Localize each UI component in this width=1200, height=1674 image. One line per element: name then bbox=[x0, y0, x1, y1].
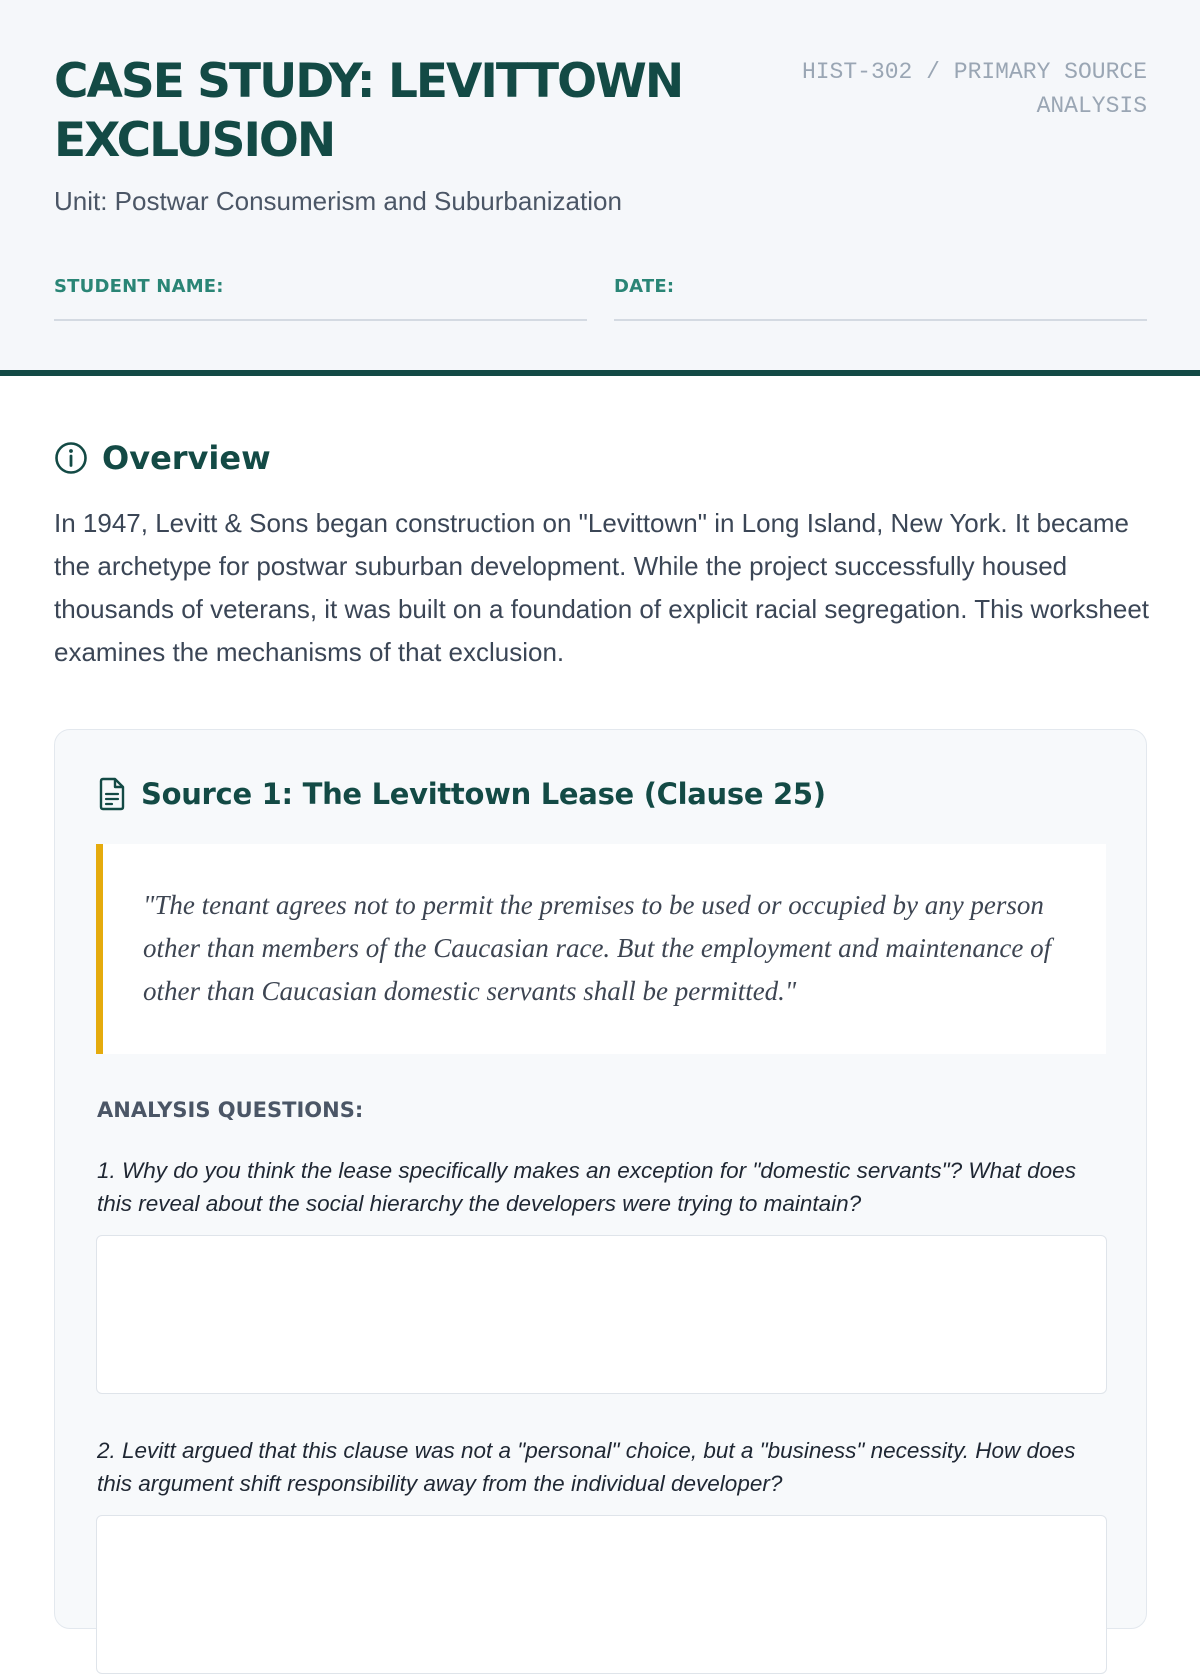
question-1: 1. Why do you think the lease specifically makes an exception for "domestic servants"? What does this reveal about the social hierarchy the developers were trying to maintain? bbox=[97, 1158, 1076, 1216]
answer-box-2[interactable] bbox=[96, 1515, 1107, 1674]
course-code: HIST-302 / PRIMARY SOURCE ANALYSIS bbox=[801, 59, 1147, 119]
date-field[interactable] bbox=[614, 276, 1147, 321]
overview-heading bbox=[54, 436, 271, 480]
student-name-field[interactable] bbox=[54, 276, 587, 321]
student-name-label: STUDENT NAME: bbox=[54, 276, 224, 297]
overview-title: Overview bbox=[102, 439, 271, 477]
date-label: DATE: bbox=[614, 276, 675, 297]
source-title: Source 1: The Levittown Lease (Clause 25) bbox=[141, 777, 826, 811]
unit-subtitle: Unit: Postwar Consumerism and Suburbanization bbox=[54, 186, 622, 216]
analysis-questions-heading: ANALYSIS QUESTIONS: bbox=[97, 1098, 364, 1122]
question-2: 2. Levitt argued that this clause was not a "personal" choice, but a "business" necessity. How does this argument shift responsibility away from the individual developer? bbox=[97, 1438, 1076, 1496]
page-title: CASE STUDY: LEVITTOWN EXCLUSION bbox=[54, 54, 683, 168]
overview-text: In 1947, Levitt & Sons began construction on "Levittown" in Long Island, New York. It became the archetype for postwar suburban development. While the project successfully housed thousands of veterans, it was built on a foundation of explicit racial segregation. This worksheet examines the mechanisms of that exclusion. bbox=[54, 508, 1150, 667]
source-card bbox=[54, 729, 1147, 1629]
source-heading bbox=[97, 774, 826, 814]
answer-box-1[interactable] bbox=[96, 1235, 1107, 1394]
lease-quote: "The tenant agrees not to permit the premises to be used or occupied by any person other than members of the Caucasian race. But the employment and maintenance of other than Caucasian domestic servants shall be permitted." bbox=[96, 844, 1106, 1054]
worksheet-header bbox=[0, 0, 1200, 376]
document-icon bbox=[97, 777, 127, 811]
info-icon bbox=[54, 441, 88, 475]
